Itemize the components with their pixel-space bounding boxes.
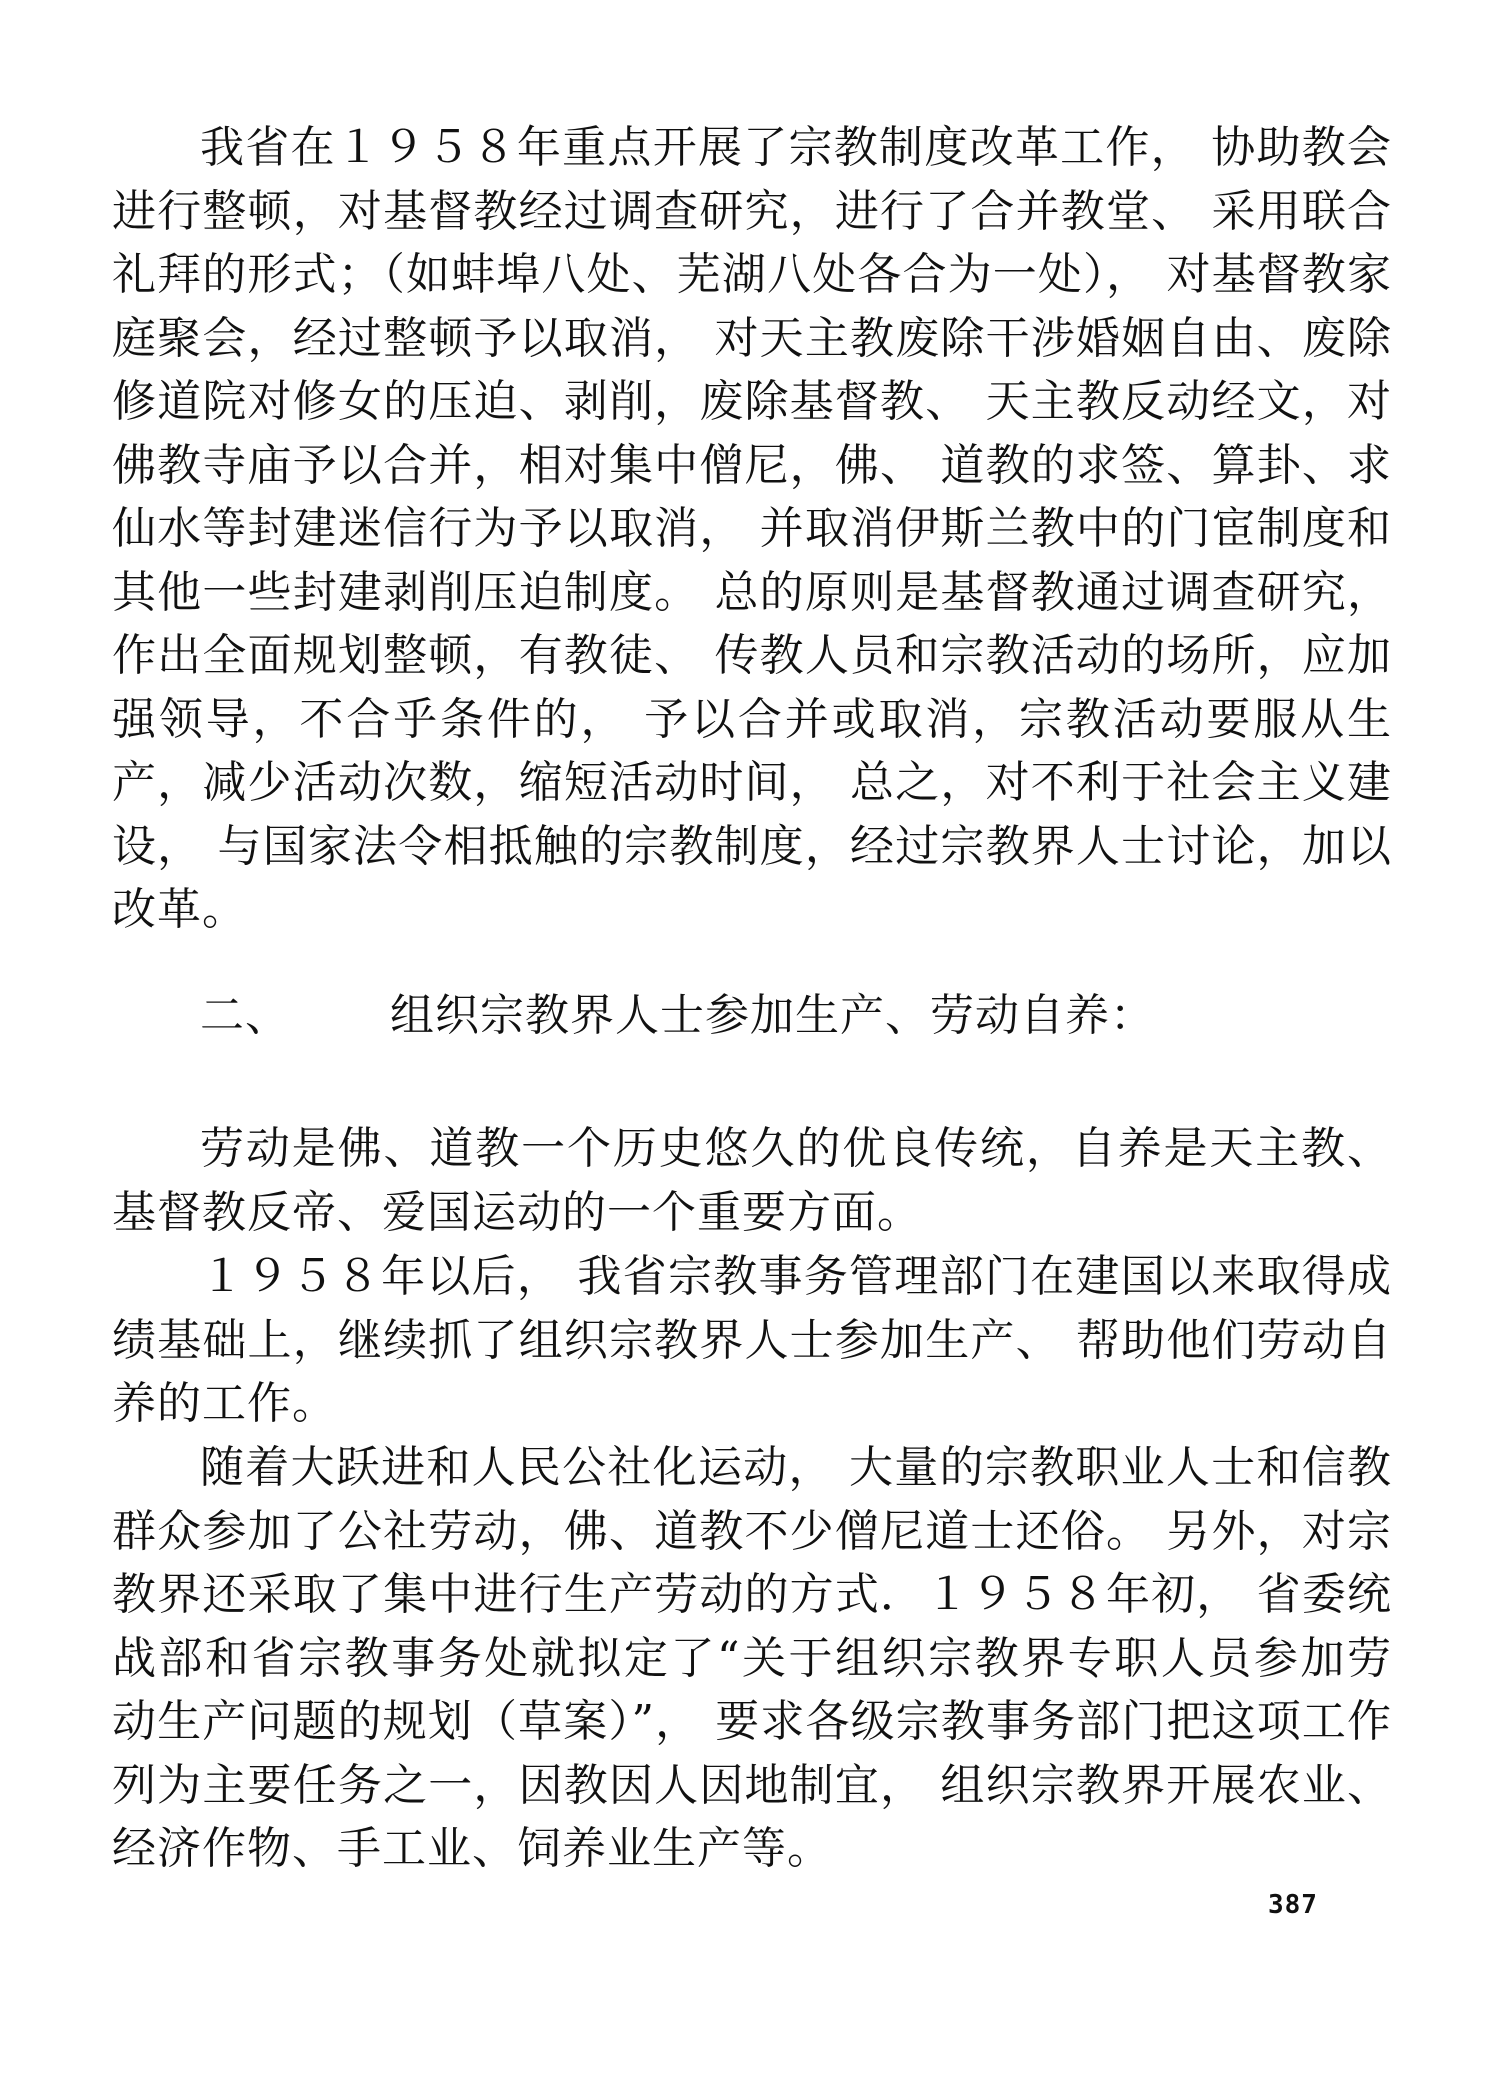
section-title: 组织宗教界人士参加生产、劳动自养： — [390, 990, 1155, 1041]
page-number: 387 — [1268, 1890, 1318, 1920]
paragraph-after-1958 — [112, 1245, 1392, 1436]
paragraph-great-leap — [112, 1436, 1392, 1881]
paragraph-text: １９５８年以后， 我省宗教事务管理部门在建国以来取得成绩基础上，继续抓了组织宗教界人士参加生产、 帮助他们劳动自养的工作。 — [112, 1251, 1392, 1429]
paragraph-religious-reform — [112, 116, 1392, 942]
paragraph-labor-tradition — [112, 1117, 1392, 1244]
paragraph-text: 劳动是佛、道教一个历史悠久的优良传统，自养是天主教、基督教反帝、爱国运动的一个重要方面。 — [112, 1123, 1392, 1238]
section-heading — [200, 986, 1155, 1046]
paragraph-text: 随着大跃进和人民公社化运动， 大量的宗教职业人士和信教群众参加了公社劳动，佛、道教不少僧尼道士还俗。 另外，对宗教界还采取了集中进行生产劳动的方式．１９５８年初， 省委统战部和省宗教事务处就拟定了“关于组织宗教界专职人员参加劳动生产问题的规划（草案）”， 要求各级宗教事务部门把这项工作列为主要任务之一，因教因人因地制宜， 组织宗教界开展农业、经济作物、手工业、饲养业生产等。 — [112, 1442, 1392, 1874]
paragraph-text: 我省在１９５８年重点开展了宗教制度改革工作， 协助教会进行整顿，对基督教经过调查研究，进行了合并教堂、 采用联合礼拜的形式；（如蚌埠八处、芜湖八处各合为一处）， 对基督教家庭聚会，经过整顿予以取消， 对天主教废除干涉婚姻自由、废除修道院对修女的压迫、剥削，废除基督教、 天主教反动经文，对佛教寺庙予以合并，相对集中僧尼，佛、 道教的求签、算卦、求仙水等封建迷信行为予以取消， 并取消伊斯兰教中的门宦制度和其他一些封建剥削压迫制度。 总的原则是基督教通过调查研究，作出全面规划整顿，有教徒、 传教人员和宗教活动的场所，应加强领导，不合乎条件的， 予以合并或取消，宗教活动要服从生产，减少活动次数，缩短活动时间， 总之，对不利于社会主义建设， 与国家法令相抵触的宗教制度，经过宗教界人士讨论，加以改革。 — [112, 122, 1392, 935]
section-number: 二、 — [200, 990, 290, 1041]
